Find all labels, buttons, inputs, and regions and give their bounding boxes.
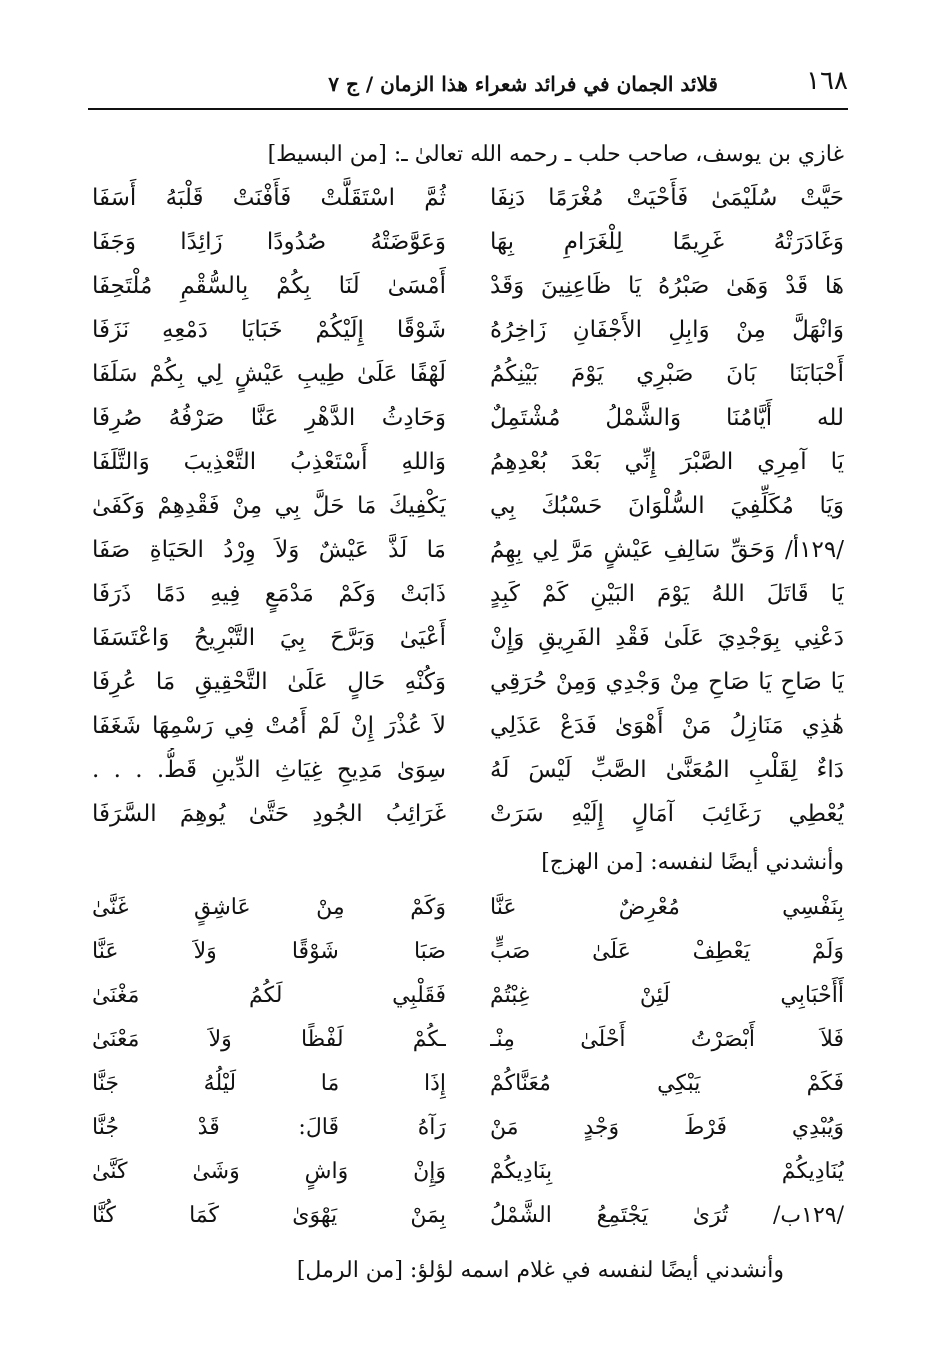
second-hemistich: وَاللهِ أَسْتَعْذِبُ التَّعْذِيبَ وَالتَّلَفَا: [92, 449, 446, 475]
first-hemistich: هَا قَدْ وَهَىٰ صَبْرُهُ يَا ظَاعِنِينَ وَقَدْ: [490, 273, 844, 299]
second-hemistich: ثُمَّ اسْتَقَلَّتْ فَأَفْنَتْ قَلْبَهُ أَسَفَا: [92, 185, 446, 211]
poem-intro-2: وأنشدني أيضًا لنفسه: [من الهزج]: [541, 850, 844, 875]
first-hemistich: فَكَمْ يَبْكِي مُعَنَّاكُمْ: [490, 1071, 844, 1096]
second-hemistich: وَإِنْ وَاشٍ وَشَىٰ كَنَّىٰ: [92, 1159, 446, 1184]
first-hemistich: وَلَمْ يَعْطِفْ عَلَىٰ صَبٍّ: [490, 939, 844, 964]
second-hemistich: يَكْفِيكَ مَا حَلَّ بِي مِنْ فَقْدِهِمْ وَكَفَىٰ: [92, 493, 446, 519]
second-hemistich: شَوْقًا إِلَيْكُمْ خَبَايَا دَمْعِهِ نَزَفَا: [92, 317, 446, 343]
second-hemistich: ـكُمْ لَفْظًا وَلاَ مَعْنَىٰ: [92, 1027, 446, 1052]
second-hemistich: رَآهُ قَالَ: قَدْ جُنَّا: [92, 1115, 446, 1140]
second-hemistich: ذَابَتْ وَكَمْ مَدْمَعٍ فِيهِ دَمًا ذَرَفَا: [92, 581, 446, 607]
first-hemistich: يَا آمِرِي الصَّبْرَ إِنِّي بَعْدَ بُعْدِهِمُ: [490, 449, 844, 475]
first-hemistich: /١٢٩أ/ وَحَقِّ سَالِفِ عَيْشٍ مَرَّ لِي بِهِمُ: [490, 537, 844, 563]
second-hemistich: سِوَىٰ مَدِيحِ غِيَاثِ الدِّينِ قَطُّ. . . .: [92, 757, 446, 783]
second-hemistich: أَعْيَىٰ وَبَرَّحَ بِيَ التَّبْرِيحُ وَاعْتَسَفَا: [92, 625, 446, 651]
first-hemistich: وَغَادَرَتْهُ غَرِيمًا لِلْغَرَامِ بِهَا: [490, 229, 844, 255]
second-hemistich: مَا لَذَّ عَيْشٌ وَلاَ وِرْدُ الحَيَاةِ صَفَا: [92, 537, 446, 563]
second-hemistich: بِمَنْ يَهْوَىٰ كَمَا كُنَّا: [92, 1203, 446, 1228]
second-hemistich: أَمْسَىٰ لَنَا بِكُمْ بِالسُّقْمِ مُلْتَحِفَا: [92, 273, 446, 299]
first-hemistich: يَا صَاحِ يَا صَاحِ مِنْ وَجْدِي وَمِنْ حُرَقِي: [490, 669, 844, 695]
first-hemistich: يُعْطِي رَغَائِبَ آمَالٍ إِلَيْهِ سَرَتْ: [490, 801, 844, 827]
first-hemistich: أَحْبَابَنَا بَانَ صَبْرِي يَوْمَ بَيْنِكُمُ: [490, 361, 844, 387]
first-hemistich: دَاءٌ لِقَلْبِ المُعَنَّىٰ الصَّبِّ لَيْسَ لَهُ: [490, 757, 844, 783]
first-hemistich: وَيُبْدِي فَرْطَ وَجْدٍ مَنْ: [490, 1115, 844, 1140]
poem-hazaj: [92, 886, 844, 1238]
first-hemistich: وَيَا مُكَلِّفِيَ السُّلْوَانَ حَسْبُكَ بِي: [490, 493, 844, 519]
poem-basit: [92, 176, 844, 836]
page-number: ١٦٨: [806, 66, 848, 96]
first-hemistich: هَٰذِي مَنَازِلُ مَنْ أَهْوَىٰ فَدَعْ عَذَلِي: [490, 713, 844, 739]
first-hemistich: يُنَادِيكُمْ بِنَادِيكُمْ: [490, 1159, 844, 1184]
first-hemistich: وَانْهَلَّ مِنْ وَابِلِ الأَجْفَانِ زَاخِرُهُ: [490, 317, 844, 343]
running-title: قلائد الجمان في فرائد شعراء هذا الزمان / ج ٧: [328, 72, 718, 96]
first-hemistich: دَعْنِي بِوَجْدِيَ عَلَىٰ فَقْدِ الفَرِيقِ وَإِنْ: [490, 625, 844, 651]
second-hemistich: غَرَائِبُ الجُودِ حَتَّىٰ يُوهِمَ السَّرَفَا: [92, 801, 446, 827]
first-hemistich: /١٢٩ب/ تُرَىٰ يَجْتَمِعُ الشَّمْلُ: [490, 1203, 844, 1228]
first-hemistich: حَيَّتْ سُلَيْمَىٰ فَأَحْيَتْ مُغْرَمًا دَنِفَا: [490, 185, 844, 211]
poem-intro-1: غازي بن يوسف، صاحب حلب ـ رحمه الله تعالىٰ ـ: [من البسيط]: [267, 142, 844, 167]
second-hemistich: وَكَمْ مِنْ عَاشِقٍ غَنَّىٰ: [92, 895, 446, 920]
second-hemistich: لاَ عُذْرَ إِنْ لَمْ أَمُتْ فِي رَسْمِهَا شَغَفَا: [92, 713, 446, 739]
second-hemistich: صَبَا شَوْقًا وَلاَ عَنَّا: [92, 939, 446, 964]
second-hemistich: إِذَا مَا لَيْلُهُ جَنَّا: [92, 1071, 446, 1096]
first-hemistich: لله أَيَّامُنَا وَالشَّمْلُ مُشْتَمِلٌ: [490, 405, 844, 431]
first-hemistich: بِنَفْسِي مُعْرِضٌ عَنَّا: [490, 895, 844, 920]
second-hemistich: فَقَلْبِي لَكُمُ مَغْنَىٰ: [92, 983, 446, 1008]
second-hemistich: وَعَوَّضَتْهُ صُدُودًا زَائِدًا وَجَفَا: [92, 229, 446, 255]
first-hemistich: فَلاَ أَبْصَرْتُ أَحْلَىٰ مِنْـ: [490, 1027, 844, 1052]
second-hemistich: وَحَادِثُ الدَّهْرِ عَنَّا صَرْفُهُ صُرِفَا: [92, 405, 446, 431]
second-hemistich: وَكُنْهِ حَالٍ عَلَىٰ التَّحْقِيقِ مَا عُرِفَا: [92, 669, 446, 695]
page-header: [88, 64, 848, 110]
first-hemistich: أَأَحْبَابِي لَئِنْ غِبْتُمْ: [490, 983, 844, 1008]
second-hemistich: لَهْفًا عَلَىٰ طِيبِ عَيْشٍ لِي بِكُمْ سَلَفَا: [92, 361, 446, 387]
first-hemistich: يَا قَاتَلَ اللهُ يَوْمَ البَيْنِ كَمْ كَبِدٍ: [490, 581, 844, 607]
poem-intro-3: وأنشدني أيضًا لنفسه في غلام اسمه لؤلؤ: [من الرمل]: [296, 1258, 784, 1283]
